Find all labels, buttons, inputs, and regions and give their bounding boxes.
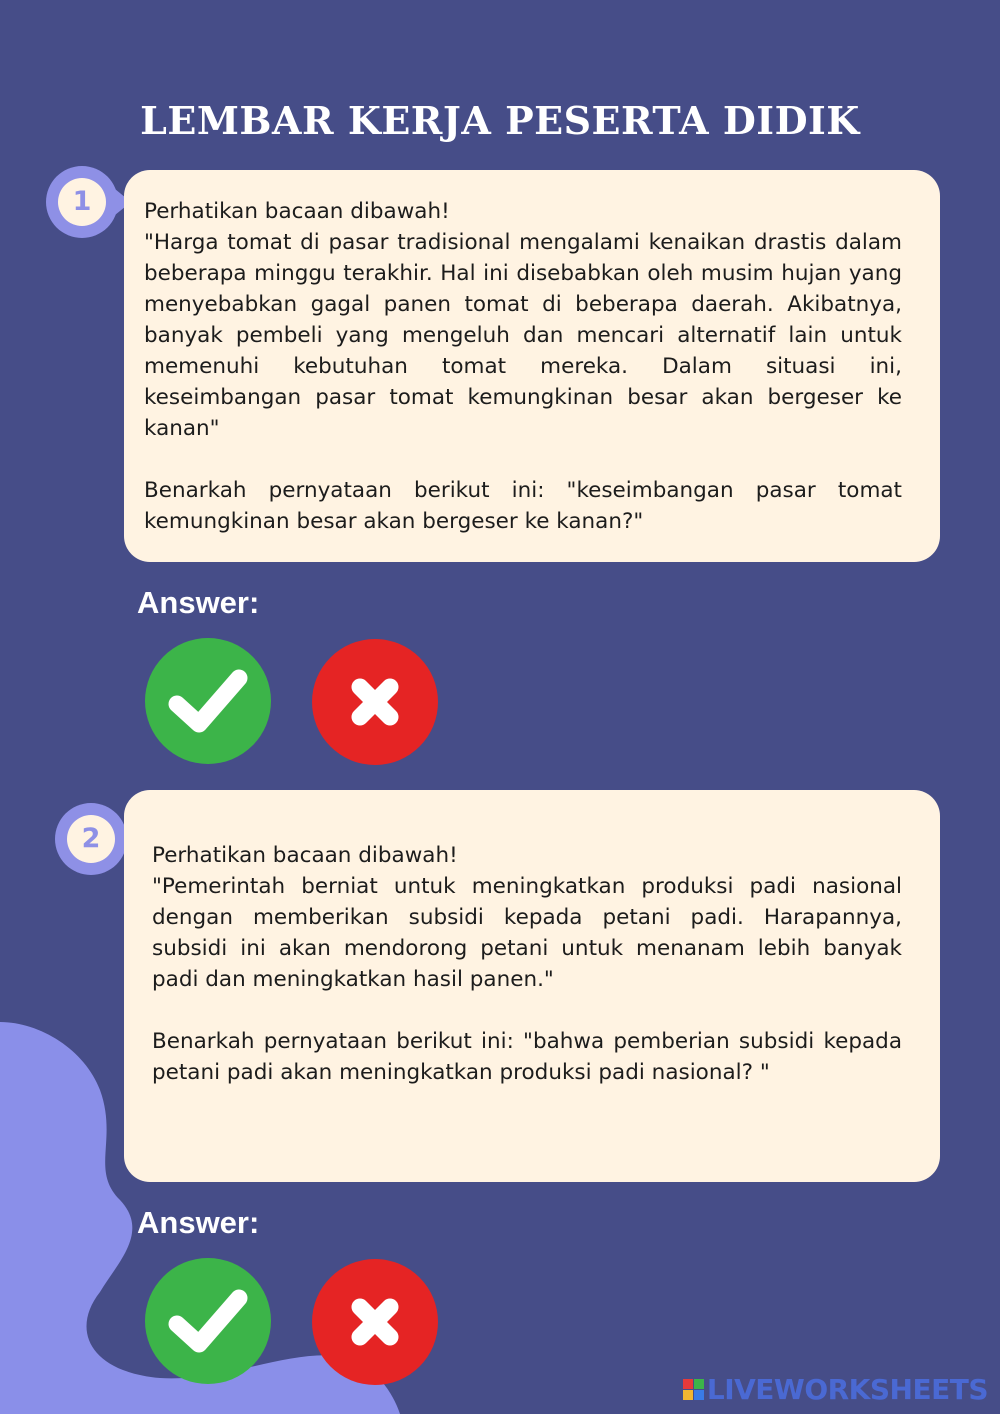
- cross-icon: [312, 639, 438, 765]
- question-number-2: 2: [67, 815, 115, 863]
- question-2-passage: "Pemerintah berniat untuk meningkatkan produksi padi nasional dengan memberikan subsidi kepada petani padi. Harapannya, subsidi ini akan mendorong petani untuk menanam lebih banyak padi dan meningkatkan hasil panen.": [152, 874, 902, 992]
- answer-label-1: Answer:: [137, 585, 260, 620]
- question-2-statement: Benarkah pernyataan berikut ini: "bahwa pemberian subsidi kepada petani padi akan meningkatkan produksi padi nasional? ": [152, 1029, 902, 1085]
- check-icon: [145, 1258, 271, 1384]
- question-1-passage: "Harga tomat di pasar tradisional mengalami kenaikan drastis dalam beberapa minggu terakhir. Hal ini disebabkan oleh musim hujan yang menyebabkan gagal panen tomat di beberapa daerah. Akibatnya, banyak pembeli yang mengeluh dan mencari alternatif lain untuk memenuhi kebutuhan tomat mereka. Dalam situasi ini, keseimbangan pasar tomat kemungkinan besar akan bergeser ke kanan": [144, 230, 902, 441]
- answer-label-2: Answer:: [137, 1205, 260, 1240]
- question-card-1: [124, 170, 940, 562]
- question-card-2: [124, 790, 940, 1182]
- cross-icon: [312, 1259, 438, 1385]
- question-1-intro: Perhatikan bacaan dibawah!: [144, 199, 450, 224]
- question-1-statement: Benarkah pernyataan berikut ini: "keseimbangan pasar tomat kemungkinan besar akan bergeser ke kanan?": [144, 478, 902, 534]
- logo-text: LIVEWORKSHEETS: [706, 1372, 988, 1406]
- question-number-badge-1: [46, 166, 118, 238]
- true-button-1[interactable]: [145, 638, 271, 764]
- question-2-intro: Perhatikan bacaan dibawah!: [152, 843, 458, 868]
- logo-blocks-icon: [683, 1379, 704, 1400]
- false-button-2[interactable]: [312, 1259, 438, 1385]
- question-number-1: 1: [58, 178, 106, 226]
- liveworksheets-logo: [683, 1372, 988, 1406]
- question-number-badge-2: [55, 803, 127, 875]
- false-button-1[interactable]: [312, 639, 438, 765]
- check-icon: [145, 638, 271, 764]
- page-title: LEMBAR KERJA PESERTA DIDIK: [140, 98, 860, 143]
- true-button-2[interactable]: [145, 1258, 271, 1384]
